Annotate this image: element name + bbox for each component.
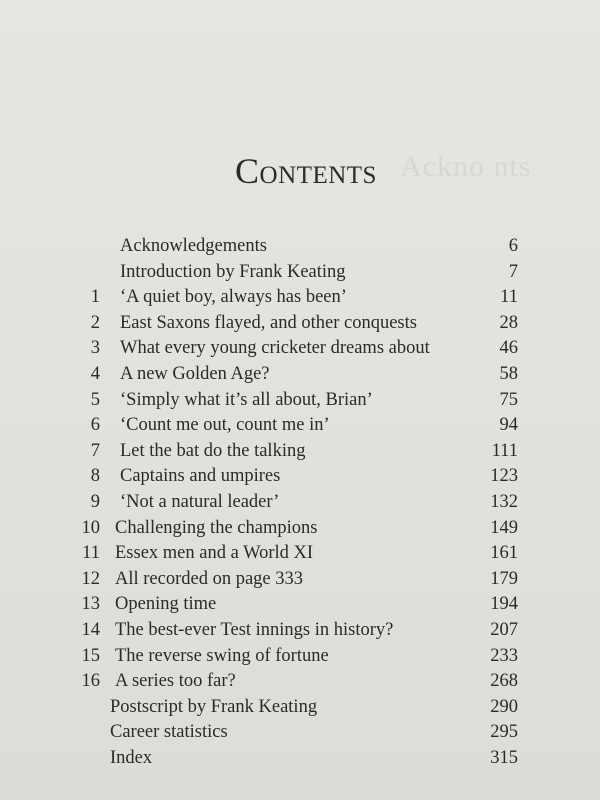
chapter-number: 12 <box>81 568 100 589</box>
chapter-number: 13 <box>81 594 100 615</box>
page-number: 179 <box>490 568 518 589</box>
page-number: 315 <box>490 747 518 768</box>
chapter-number: 16 <box>81 671 100 692</box>
toc-entry-index <box>0 746 600 772</box>
entry-title: Essex men and a World XI <box>115 543 314 564</box>
chapter-number: 5 <box>90 389 100 410</box>
entry-title: What every young cricketer dreams about <box>120 338 430 359</box>
toc-entry-chapter-11 <box>0 541 600 567</box>
toc-entry-career-statistics <box>0 720 600 746</box>
toc-entry-chapter-4 <box>0 362 600 388</box>
show-through-text: Ackno nts <box>400 150 532 183</box>
page-number: 75 <box>499 389 518 410</box>
chapter-number: 9 <box>90 491 100 512</box>
page-number: 7 <box>508 261 518 282</box>
page-title: Contents <box>235 151 377 191</box>
chapter-number: 4 <box>90 363 100 384</box>
entry-title: The best-ever Test innings in history? <box>115 619 394 640</box>
toc-entry-chapter-14 <box>0 618 600 644</box>
table-of-contents <box>0 234 600 771</box>
page-number: 58 <box>499 363 518 384</box>
entry-title: Captains and umpires <box>120 466 281 487</box>
toc-entry-chapter-16 <box>0 669 600 695</box>
page-number: 132 <box>490 491 518 512</box>
page-number: 207 <box>490 619 518 640</box>
toc-entry-chapter-10 <box>0 516 600 542</box>
toc-entry-introduction <box>0 260 600 286</box>
page-number: 28 <box>499 312 518 333</box>
toc-entry-chapter-15 <box>0 644 600 670</box>
entry-title: ‘A quiet boy, always has been’ <box>120 287 347 308</box>
entry-title: Introduction by Frank Keating <box>120 261 346 282</box>
toc-entry-chapter-5 <box>0 388 600 414</box>
entry-title: ‘Simply what it’s all about, Brian’ <box>120 389 373 410</box>
entry-title: Career statistics <box>110 722 228 743</box>
entry-title: The reverse swing of fortune <box>115 645 329 666</box>
page-number: 295 <box>490 722 518 743</box>
chapter-number: 3 <box>90 338 100 359</box>
page-number: 111 <box>491 440 518 461</box>
entry-title: Opening time <box>115 594 217 615</box>
toc-entry-chapter-2 <box>0 311 600 337</box>
entry-title: Index <box>110 747 153 768</box>
page-number: 268 <box>490 671 518 692</box>
page-number: 194 <box>490 594 518 615</box>
entry-title: East Saxons flayed, and other conquests <box>120 312 417 333</box>
toc-entry-chapter-9 <box>0 490 600 516</box>
chapter-number: 7 <box>90 440 100 461</box>
chapter-number: 14 <box>81 619 100 640</box>
page-number: 149 <box>490 517 518 538</box>
toc-entry-acknowledgements <box>0 234 600 260</box>
entry-title: ‘Count me out, count me in’ <box>120 415 330 436</box>
chapter-number: 6 <box>90 415 100 436</box>
entry-title: ‘Not a natural leader’ <box>120 491 280 512</box>
chapter-number: 1 <box>90 287 100 308</box>
entry-title: All recorded on page 333 <box>115 568 304 589</box>
entry-title: Postscript by Frank Keating <box>110 696 318 717</box>
chapter-number: 10 <box>81 517 100 538</box>
page-number: 46 <box>499 338 518 359</box>
toc-entry-chapter-6 <box>0 413 600 439</box>
page-number: 123 <box>490 466 518 487</box>
page-number: 290 <box>490 696 518 717</box>
entry-title: Challenging the champions <box>115 517 318 538</box>
page-number: 161 <box>490 543 518 564</box>
entry-title: A series too far? <box>115 671 236 692</box>
entry-title: Acknowledgements <box>120 236 267 256</box>
entry-title: A new Golden Age? <box>120 363 270 384</box>
page-number: 6 <box>508 236 518 256</box>
page-number: 94 <box>499 415 518 436</box>
toc-entry-chapter-7 <box>0 439 600 465</box>
entry-title: Let the bat do the talking <box>120 440 306 461</box>
toc-entry-chapter-1 <box>0 285 600 311</box>
chapter-number: 15 <box>81 645 100 666</box>
toc-entry-chapter-3 <box>0 336 600 362</box>
chapter-number: 11 <box>82 543 100 564</box>
chapter-number: 8 <box>90 466 100 487</box>
toc-entry-chapter-8 <box>0 464 600 490</box>
toc-entry-chapter-13 <box>0 592 600 618</box>
page-number: 11 <box>500 287 518 308</box>
chapter-number: 2 <box>90 312 100 333</box>
toc-entry-chapter-12 <box>0 567 600 593</box>
page-number: 233 <box>490 645 518 666</box>
toc-entry-postscript <box>0 695 600 721</box>
